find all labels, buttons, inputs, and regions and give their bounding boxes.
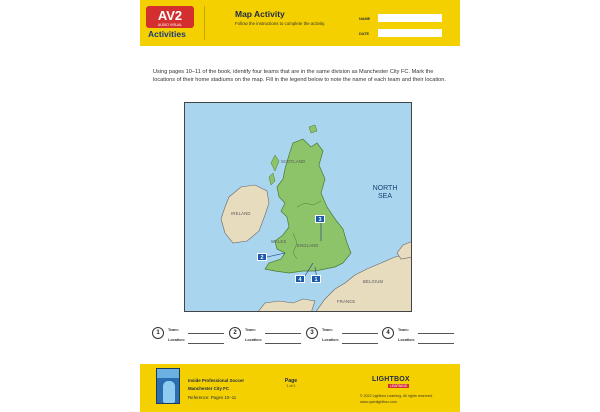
series-title: Inside Professional Soccer (188, 378, 245, 383)
book-title: Manchester City FC (188, 386, 229, 391)
date-field[interactable] (378, 29, 442, 37)
copyright-text: © 2022 Lightbox Learning. All rights reserved. (360, 394, 433, 398)
france-label: FRANCE (337, 299, 356, 304)
location-answer-line[interactable] (418, 343, 454, 344)
map-marker-4[interactable]: 4 (295, 275, 305, 283)
netherlands-land (397, 241, 412, 259)
map-marker-2[interactable]: 2 (257, 253, 267, 261)
team-label: Team: (168, 328, 179, 332)
location-label: Location: (398, 338, 416, 342)
worksheet-page (140, 0, 460, 412)
map-marker-3[interactable]: 3 (315, 215, 325, 223)
legend-number: 3 (306, 327, 318, 339)
header-banner (140, 0, 460, 46)
team-answer-line[interactable] (418, 333, 454, 334)
name-label: NAME (359, 17, 371, 21)
ireland-label: IRELAND (231, 211, 251, 216)
location-answer-line[interactable] (342, 343, 378, 344)
location-label: Location: (168, 338, 186, 342)
belgium-label: BELGIUM (363, 279, 384, 284)
sea-label-line2: SEA (377, 192, 392, 200)
scotland-label: SCOTLAND (281, 159, 306, 164)
header-divider (204, 6, 205, 40)
uk-map (184, 102, 412, 312)
location-answer-line[interactable] (188, 343, 224, 344)
lightbox-logo: LIGHTBOX (372, 376, 410, 383)
sea-label-line1: NORTH (372, 185, 398, 192)
map-marker-1[interactable]: 1 (311, 275, 321, 283)
av2-logo (146, 6, 194, 28)
team-label: Team: (398, 328, 409, 332)
book-cover-image (156, 368, 180, 404)
page-label: Page (284, 378, 298, 384)
logo-text: AV2 (157, 8, 183, 23)
activities-label: Activities (148, 29, 186, 39)
england-label: ENGLAND (297, 243, 319, 248)
page-indicator (281, 378, 301, 392)
legend-number: 4 (382, 327, 394, 339)
north-sea-label (367, 185, 403, 200)
legend-item-3 (306, 326, 380, 344)
legend-item-4 (382, 326, 456, 344)
website-link[interactable]: www.openlightbox.com (360, 400, 397, 404)
wales-label: WALES (271, 239, 287, 244)
legend-number: 1 (152, 327, 164, 339)
name-field[interactable] (378, 14, 442, 22)
location-answer-line[interactable] (265, 343, 301, 344)
brittany-land (257, 299, 315, 312)
lightbox-badge: LEARNING (390, 384, 408, 388)
instructions-text: Using pages 10–11 of the book, identify four teams that are in the same division as Manchester City FC. Mark the locations of their home stadiums on the map. Fill in the legend below to note the name of each team and their location. (153, 69, 446, 84)
team-label: Team: (245, 328, 256, 332)
legend-item-1 (152, 326, 226, 344)
legend-item-2 (229, 326, 303, 344)
page-count: 1 of 1 (286, 384, 296, 388)
legend-number: 2 (229, 327, 241, 339)
footer-banner (140, 364, 460, 412)
date-label: DATE (359, 32, 370, 36)
team-answer-line[interactable] (265, 333, 301, 334)
logo-tagline: AUDIO VISUAL (157, 23, 183, 27)
page-title: Map Activity (235, 9, 285, 19)
location-label: Location: (322, 338, 340, 342)
team-label: Team: (322, 328, 333, 332)
orkney-land (309, 125, 317, 133)
hebrides-land (269, 155, 279, 185)
team-answer-line[interactable] (188, 333, 224, 334)
team-answer-line[interactable] (342, 333, 378, 334)
page-subtitle: Follow the instructions to complete the activity. (235, 21, 326, 26)
page-reference: Reference: Pages 10–11 (188, 395, 237, 400)
location-label: Location: (245, 338, 263, 342)
